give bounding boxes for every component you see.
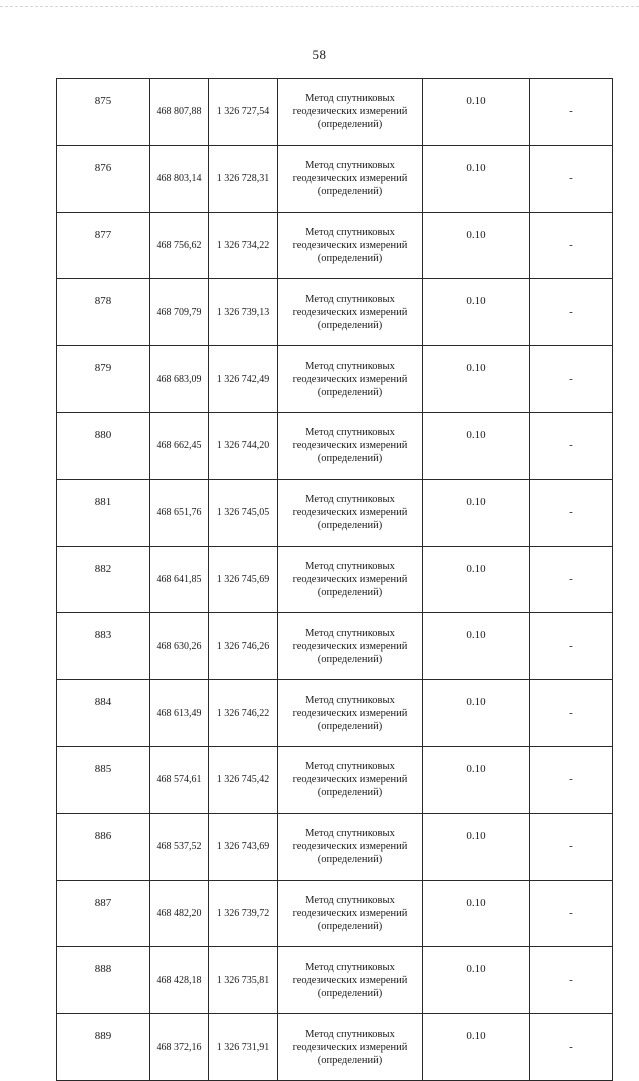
method-line: Метод спутниковых <box>305 694 395 706</box>
x-coordinate-cell: 468 630,26 <box>150 613 209 680</box>
method-line: Метод спутниковых <box>305 1028 395 1040</box>
method-line: Метод спутниковых <box>305 360 395 372</box>
method-cell <box>278 813 423 880</box>
note-cell: - <box>530 546 613 613</box>
method-cell <box>278 279 423 346</box>
method-line: Метод спутниковых <box>305 627 395 639</box>
accuracy-cell: 0.10 <box>423 145 530 212</box>
accuracy-cell: 0.10 <box>423 1014 530 1081</box>
x-coordinate-cell: 468 641,85 <box>150 546 209 613</box>
coordinates-table <box>56 78 613 1081</box>
y-coordinate-cell: 1 326 728,31 <box>209 145 278 212</box>
method-line: Метод спутниковых <box>305 828 395 840</box>
point-number-cell: 884 <box>57 680 150 747</box>
note-cell: - <box>530 479 613 546</box>
point-number-cell: 875 <box>57 79 150 146</box>
y-coordinate-cell: 1 326 744,20 <box>209 412 278 479</box>
method-cell <box>278 145 423 212</box>
note-cell: - <box>530 346 613 413</box>
note-cell: - <box>530 79 613 146</box>
method-line: геодезических измерений <box>292 306 408 318</box>
method-line: (определений) <box>317 319 383 331</box>
x-coordinate-cell: 468 807,88 <box>150 79 209 146</box>
x-coordinate-cell: 468 482,20 <box>150 880 209 947</box>
table-row <box>57 346 613 413</box>
method-line: (определений) <box>317 520 383 532</box>
method-line: геодезических измерений <box>292 640 408 652</box>
method-line: (определений) <box>317 186 383 198</box>
accuracy-cell: 0.10 <box>423 79 530 146</box>
point-number-cell: 883 <box>57 613 150 680</box>
accuracy-cell: 0.10 <box>423 947 530 1014</box>
method-line: Метод спутниковых <box>305 293 395 305</box>
point-number-cell: 889 <box>57 1014 150 1081</box>
method-line: (определений) <box>317 787 383 799</box>
method-line: Метод спутниковых <box>305 226 395 238</box>
x-coordinate-cell: 468 613,49 <box>150 680 209 747</box>
accuracy-cell: 0.10 <box>423 746 530 813</box>
point-number-cell: 888 <box>57 947 150 1014</box>
table-row <box>57 546 613 613</box>
point-number-cell: 879 <box>57 346 150 413</box>
y-coordinate-cell: 1 326 735,81 <box>209 947 278 1014</box>
method-line: (определений) <box>317 119 383 131</box>
note-cell: - <box>530 746 613 813</box>
x-coordinate-cell: 468 574,61 <box>150 746 209 813</box>
table-row <box>57 479 613 546</box>
accuracy-cell: 0.10 <box>423 212 530 279</box>
point-number-cell: 886 <box>57 813 150 880</box>
x-coordinate-cell: 468 372,16 <box>150 1014 209 1081</box>
method-cell <box>278 1014 423 1081</box>
table-row <box>57 813 613 880</box>
method-line: Метод спутниковых <box>305 961 395 973</box>
x-coordinate-cell: 468 709,79 <box>150 279 209 346</box>
method-line: Метод спутниковых <box>305 894 395 906</box>
point-number-cell: 876 <box>57 145 150 212</box>
method-line: (определений) <box>317 586 383 598</box>
method-line: геодезических измерений <box>292 1041 408 1053</box>
note-cell: - <box>530 680 613 747</box>
method-cell <box>278 212 423 279</box>
x-coordinate-cell: 468 537,52 <box>150 813 209 880</box>
method-line: Метод спутниковых <box>305 427 395 439</box>
method-line: Метод спутниковых <box>305 560 395 572</box>
method-line: (определений) <box>317 386 383 398</box>
accuracy-cell: 0.10 <box>423 279 530 346</box>
point-number-cell: 885 <box>57 746 150 813</box>
x-coordinate-cell: 468 683,09 <box>150 346 209 413</box>
scan-top-rule <box>0 6 639 7</box>
page-number: 58 <box>312 47 327 62</box>
accuracy-cell: 0.10 <box>423 546 530 613</box>
table-row <box>57 1014 613 1081</box>
y-coordinate-cell: 1 326 745,05 <box>209 479 278 546</box>
note-cell: - <box>530 145 613 212</box>
method-line: геодезических измерений <box>292 106 408 118</box>
method-line: Метод спутниковых <box>305 93 395 105</box>
x-coordinate-cell: 468 756,62 <box>150 212 209 279</box>
note-cell: - <box>530 212 613 279</box>
y-coordinate-cell: 1 326 739,72 <box>209 880 278 947</box>
method-cell <box>278 412 423 479</box>
method-cell <box>278 880 423 947</box>
table-row <box>57 746 613 813</box>
table-row <box>57 880 613 947</box>
y-coordinate-cell: 1 326 745,69 <box>209 546 278 613</box>
table-row <box>57 613 613 680</box>
table-row <box>57 79 613 146</box>
method-line: (определений) <box>317 854 383 866</box>
method-line: (определений) <box>317 252 383 264</box>
x-coordinate-cell: 468 651,76 <box>150 479 209 546</box>
method-cell <box>278 79 423 146</box>
y-coordinate-cell: 1 326 745,42 <box>209 746 278 813</box>
method-line: Метод спутниковых <box>305 160 395 172</box>
note-cell: - <box>530 947 613 1014</box>
method-line: геодезических измерений <box>292 841 408 853</box>
table-row <box>57 145 613 212</box>
table-row <box>57 947 613 1014</box>
method-cell <box>278 947 423 1014</box>
y-coordinate-cell: 1 326 743,69 <box>209 813 278 880</box>
point-number-cell: 882 <box>57 546 150 613</box>
method-line: геодезических измерений <box>292 974 408 986</box>
method-line: геодезических измерений <box>292 774 408 786</box>
table-row <box>57 680 613 747</box>
y-coordinate-cell: 1 326 746,26 <box>209 613 278 680</box>
coordinates-table-body <box>57 79 613 1081</box>
method-line: геодезических измерений <box>292 507 408 519</box>
point-number-cell: 877 <box>57 212 150 279</box>
x-coordinate-cell: 468 428,18 <box>150 947 209 1014</box>
method-cell <box>278 746 423 813</box>
note-cell: - <box>530 412 613 479</box>
note-cell: - <box>530 880 613 947</box>
table-row <box>57 412 613 479</box>
y-coordinate-cell: 1 326 734,22 <box>209 212 278 279</box>
note-cell: - <box>530 1014 613 1081</box>
x-coordinate-cell: 468 803,14 <box>150 145 209 212</box>
method-line: (определений) <box>317 920 383 932</box>
table-row <box>57 212 613 279</box>
y-coordinate-cell: 1 326 742,49 <box>209 346 278 413</box>
accuracy-cell: 0.10 <box>423 346 530 413</box>
method-line: геодезических измерений <box>292 373 408 385</box>
method-cell <box>278 346 423 413</box>
y-coordinate-cell: 1 326 731,91 <box>209 1014 278 1081</box>
method-line: (определений) <box>317 720 383 732</box>
method-cell <box>278 680 423 747</box>
accuracy-cell: 0.10 <box>423 613 530 680</box>
y-coordinate-cell: 1 326 727,54 <box>209 79 278 146</box>
method-line: геодезических измерений <box>292 907 408 919</box>
method-line: геодезических измерений <box>292 573 408 585</box>
accuracy-cell: 0.10 <box>423 479 530 546</box>
point-number-cell: 887 <box>57 880 150 947</box>
method-line: (определений) <box>317 1054 383 1066</box>
method-line: геодезических измерений <box>292 239 408 251</box>
y-coordinate-cell: 1 326 746,22 <box>209 680 278 747</box>
method-line: Метод спутниковых <box>305 494 395 506</box>
point-number-cell: 881 <box>57 479 150 546</box>
y-coordinate-cell: 1 326 739,13 <box>209 279 278 346</box>
method-line: Метод спутниковых <box>305 761 395 773</box>
method-cell <box>278 479 423 546</box>
note-cell: - <box>530 279 613 346</box>
method-cell <box>278 546 423 613</box>
point-number-cell: 878 <box>57 279 150 346</box>
method-line: геодезических измерений <box>292 707 408 719</box>
method-line: (определений) <box>317 653 383 665</box>
method-line: геодезических измерений <box>292 440 408 452</box>
accuracy-cell: 0.10 <box>423 680 530 747</box>
method-line: (определений) <box>317 453 383 465</box>
table-row <box>57 279 613 346</box>
accuracy-cell: 0.10 <box>423 412 530 479</box>
note-cell: - <box>530 613 613 680</box>
method-cell <box>278 613 423 680</box>
accuracy-cell: 0.10 <box>423 880 530 947</box>
note-cell: - <box>530 813 613 880</box>
point-number-cell: 880 <box>57 412 150 479</box>
method-line: геодезических измерений <box>292 173 408 185</box>
x-coordinate-cell: 468 662,45 <box>150 412 209 479</box>
accuracy-cell: 0.10 <box>423 813 530 880</box>
method-line: (определений) <box>317 987 383 999</box>
